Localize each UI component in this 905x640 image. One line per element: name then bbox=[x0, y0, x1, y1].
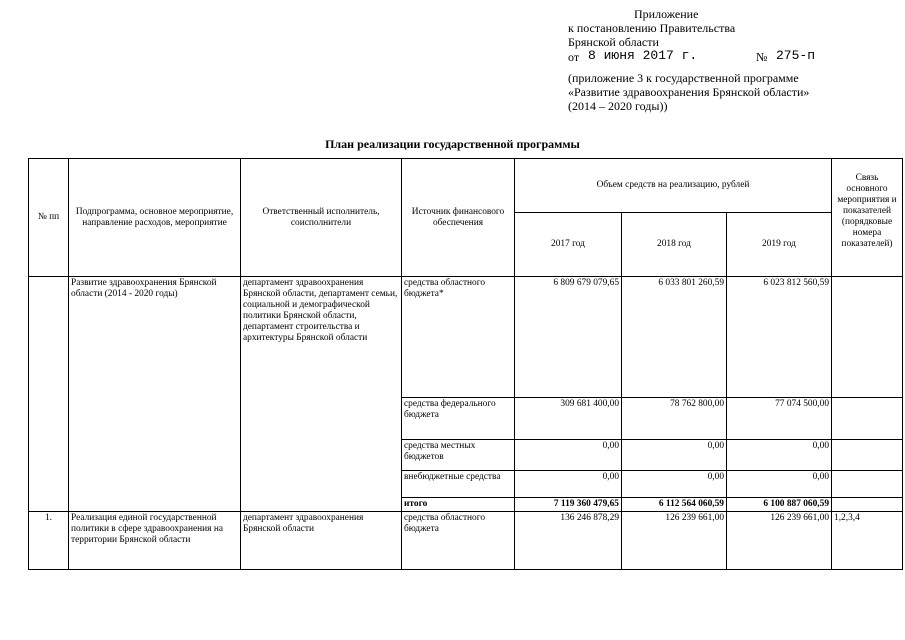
appendix-title: Приложение bbox=[634, 7, 699, 21]
header-link: Связь основного мероприятия и показателей (порядковые номера показателей) bbox=[832, 159, 903, 277]
link-cell bbox=[832, 398, 903, 440]
value-cell: 0,00 bbox=[727, 471, 832, 498]
header-executor: Ответственный исполнитель, соисполнители bbox=[241, 159, 402, 277]
item-num: 1. bbox=[29, 512, 69, 570]
value-cell: 0,00 bbox=[727, 440, 832, 471]
appendix-note-line-2: «Развитие здравоохранения Брянской области» bbox=[568, 85, 810, 99]
total-value-cell: 6 112 564 060,59 bbox=[622, 498, 727, 512]
appendix-note-line-3: (2014 – 2020 годы)) bbox=[568, 99, 668, 113]
header-funds: Объем средств на реализацию, рублей bbox=[515, 159, 832, 213]
source-cell: внебюджетные средства bbox=[402, 471, 515, 498]
appendix-number-sign: № bbox=[756, 50, 768, 64]
source-cell: средства областного бюджета* bbox=[402, 277, 515, 398]
program-num bbox=[29, 277, 69, 512]
total-value-cell: 7 119 360 479,65 bbox=[515, 498, 622, 512]
link-cell: 1,2,3,4 bbox=[832, 512, 903, 570]
value-cell: 136 246 878,29 bbox=[515, 512, 622, 570]
value-cell: 6 033 801 260,59 bbox=[622, 277, 727, 398]
header-num: № пп bbox=[29, 159, 69, 277]
source-cell: средства федерального бюджета bbox=[402, 398, 515, 440]
document-title: План реализации государственной программы bbox=[325, 137, 580, 151]
header-subprogram: Подпрограмма, основное мероприятие, направление расходов, мероприятие bbox=[69, 159, 241, 277]
item-name: Реализация единой государственной политики в сфере здравоохранения на территории Брянской области bbox=[69, 512, 241, 570]
total-value-cell: 6 100 887 060,59 bbox=[727, 498, 832, 512]
value-cell: 0,00 bbox=[515, 471, 622, 498]
value-cell: 0,00 bbox=[515, 440, 622, 471]
value-cell: 0,00 bbox=[622, 440, 727, 471]
appendix-date-value: 8 июня 2017 г. bbox=[588, 48, 698, 63]
value-cell: 0,00 bbox=[622, 471, 727, 498]
value-cell: 126 239 661,00 bbox=[727, 512, 832, 570]
source-cell: средства местных бюджетов bbox=[402, 440, 515, 471]
value-cell: 126 239 661,00 bbox=[622, 512, 727, 570]
source-cell-total: итого bbox=[402, 498, 515, 512]
program-executor: департамент здравоохранения Брянской области, департамент семьи, социальной и демографической политики Брянской области, департамент строительства и архитектуры Брянской области bbox=[241, 277, 402, 512]
item-executor: департамент здравоохранения Брянской области bbox=[241, 512, 402, 570]
table-row bbox=[29, 512, 903, 570]
appendix-date-prefix: от bbox=[568, 50, 580, 64]
table-row bbox=[29, 277, 903, 398]
appendix-number-value: 275-п bbox=[776, 48, 816, 63]
appendix-resolution-line: к постановлению Правительства bbox=[568, 21, 736, 35]
link-cell bbox=[832, 440, 903, 471]
appendix-region-line: Брянской области bbox=[568, 35, 659, 49]
header-year-2018: 2018 год bbox=[622, 213, 727, 277]
value-cell: 6 023 812 560,59 bbox=[727, 277, 832, 398]
plan-table bbox=[28, 158, 903, 570]
link-cell bbox=[832, 498, 903, 512]
header-year-2017: 2017 год bbox=[515, 213, 622, 277]
link-cell bbox=[832, 277, 903, 398]
link-cell bbox=[832, 471, 903, 498]
value-cell: 309 681 400,00 bbox=[515, 398, 622, 440]
header-source: Источник финансового обеспечения bbox=[402, 159, 515, 277]
source-cell: средства областного бюджета bbox=[402, 512, 515, 570]
program-name: Развитие здравоохранения Брянской области (2014 - 2020 годы) bbox=[69, 277, 241, 512]
value-cell: 78 762 800,00 bbox=[622, 398, 727, 440]
value-cell: 77 074 500,00 bbox=[727, 398, 832, 440]
value-cell: 6 809 679 079,65 bbox=[515, 277, 622, 398]
appendix-note-line-1: (приложение 3 к государственной программе bbox=[568, 71, 799, 85]
header-year-2019: 2019 год bbox=[727, 213, 832, 277]
